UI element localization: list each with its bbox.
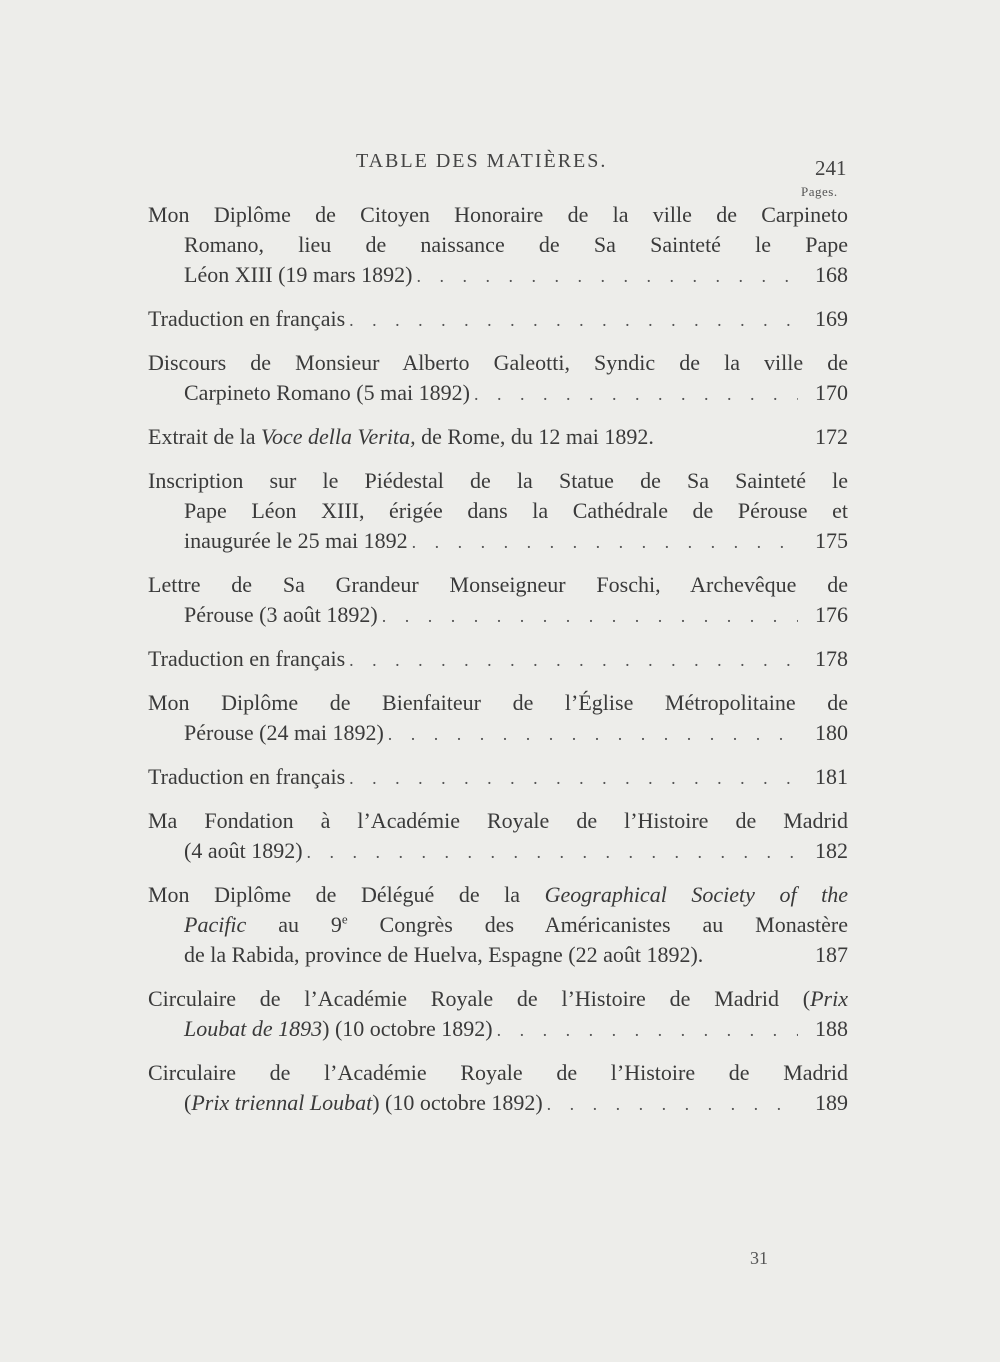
toc-entry — [148, 880, 848, 970]
toc-entry-line: Pacific au 9e Congrès des Américanistes au Monastère — [184, 911, 848, 937]
toc-entry-line: Loubat de 1893) (10 octobre 1892) . . . 188 — [148, 1014, 848, 1044]
toc-page-ref: 180 — [815, 720, 848, 745]
toc-entry-line: Traduction en français . . . 181 — [148, 762, 848, 792]
table-of-contents — [148, 200, 848, 1132]
dot-leader — [345, 305, 798, 335]
toc-entry-line: Romano, lieu de naissance de Sa Sainteté le Pape — [184, 232, 848, 257]
toc-page-ref: 188 — [815, 1016, 848, 1041]
toc-entry-line: Traduction en français . . . 178 — [148, 644, 848, 674]
toc-page-ref: 168 — [815, 262, 848, 287]
toc-page-ref: 175 — [815, 528, 848, 553]
toc-entry — [148, 984, 848, 1044]
dot-leader — [345, 645, 798, 675]
toc-page-ref: 189 — [815, 1090, 848, 1115]
toc-entry-line: Extrait de la Voce della Verita, de Rome, du 12 mai 1892. 172 — [148, 422, 848, 452]
toc-entry-line: Mon Diplôme de Bienfaiteur de l’Église Métropolitaine de — [148, 690, 848, 715]
toc-page-ref: 182 — [815, 838, 848, 863]
toc-entry-line: Discours de Monsieur Alberto Galeotti, Syndic de la ville de — [148, 350, 848, 375]
toc-entry-line: Mon Diplôme de Citoyen Honoraire de la ville de Carpineto — [148, 202, 848, 227]
dot-leader — [345, 763, 798, 793]
toc-page-ref: 178 — [815, 646, 848, 671]
toc-entry — [148, 422, 848, 452]
page-number: 241 — [815, 156, 847, 180]
dot-leader — [493, 1015, 798, 1045]
toc-entry — [148, 688, 848, 748]
toc-entry-line: (Prix triennal Loubat) (10 octobre 1892) . . . 189 — [148, 1088, 848, 1118]
toc-page-ref: 169 — [815, 306, 848, 331]
dot-leader — [470, 379, 798, 409]
toc-entry — [148, 348, 848, 408]
toc-entry-line: inaugurée le 25 mai 1892 . . . 175 — [148, 526, 848, 556]
toc-entry — [148, 644, 848, 674]
toc-entry-line: Carpineto Romano (5 mai 1892) . . . 170 — [148, 378, 848, 408]
toc-entry — [148, 570, 848, 630]
toc-entry-line: Pérouse (24 mai 1892) . . . 180 — [148, 718, 848, 748]
toc-page-ref: 181 — [815, 764, 848, 789]
toc-page-ref: 172 — [815, 424, 848, 449]
printer-signature-mark: 31 — [750, 1248, 768, 1268]
toc-entry-line: Lettre de Sa Grandeur Monseigneur Foschi, Archevêque de — [148, 572, 848, 597]
toc-entry-line: Ma Fondation à l’Académie Royale de l’Histoire de Madrid — [148, 808, 848, 833]
toc-entry-line: Circulaire de l’Académie Royale de l’Histoire de Madrid — [148, 1060, 848, 1085]
toc-page-ref: 187 — [815, 942, 848, 967]
dot-leader — [384, 719, 798, 749]
toc-entry-line: de la Rabida, province de Huelva, Espagne (22 août 1892). 187 — [148, 940, 848, 970]
toc-page-ref: 176 — [815, 602, 848, 627]
toc-entry-line: Mon Diplôme de Délégué de la Geographical Society of the — [148, 882, 848, 907]
toc-entry-line: Léon XIII (19 mars 1892) . . . 168 — [148, 260, 848, 290]
toc-entry — [148, 1058, 848, 1118]
toc-entry-line: (4 août 1892) . . . 182 — [148, 836, 848, 866]
dot-leader — [413, 261, 799, 291]
toc-page-ref: 170 — [815, 380, 848, 405]
toc-entry — [148, 466, 848, 556]
running-title: TABLE DES MATIÈRES. — [356, 150, 608, 172]
toc-entry-line: Pape Léon XIII, érigée dans la Cathédrale de Pérouse et — [184, 498, 848, 523]
toc-entry-line: Inscription sur le Piédestal de la Statue de Sa Sainteté le — [148, 468, 848, 493]
toc-entry-line: Pérouse (3 août 1892) . . . 176 — [148, 600, 848, 630]
toc-entry-line: Traduction en français . . . 169 — [148, 304, 848, 334]
toc-entry — [148, 200, 848, 290]
pages-column-label: Pages. — [801, 184, 838, 199]
toc-entry-line: Circulaire de l’Académie Royale de l’Histoire de Madrid (Prix — [148, 986, 848, 1011]
toc-entry — [148, 762, 848, 792]
toc-entry — [148, 806, 848, 866]
dot-leader — [543, 1089, 798, 1119]
dot-leader — [408, 527, 798, 557]
dot-leader — [378, 601, 798, 631]
dot-leader — [303, 837, 798, 867]
toc-entry — [148, 304, 848, 334]
